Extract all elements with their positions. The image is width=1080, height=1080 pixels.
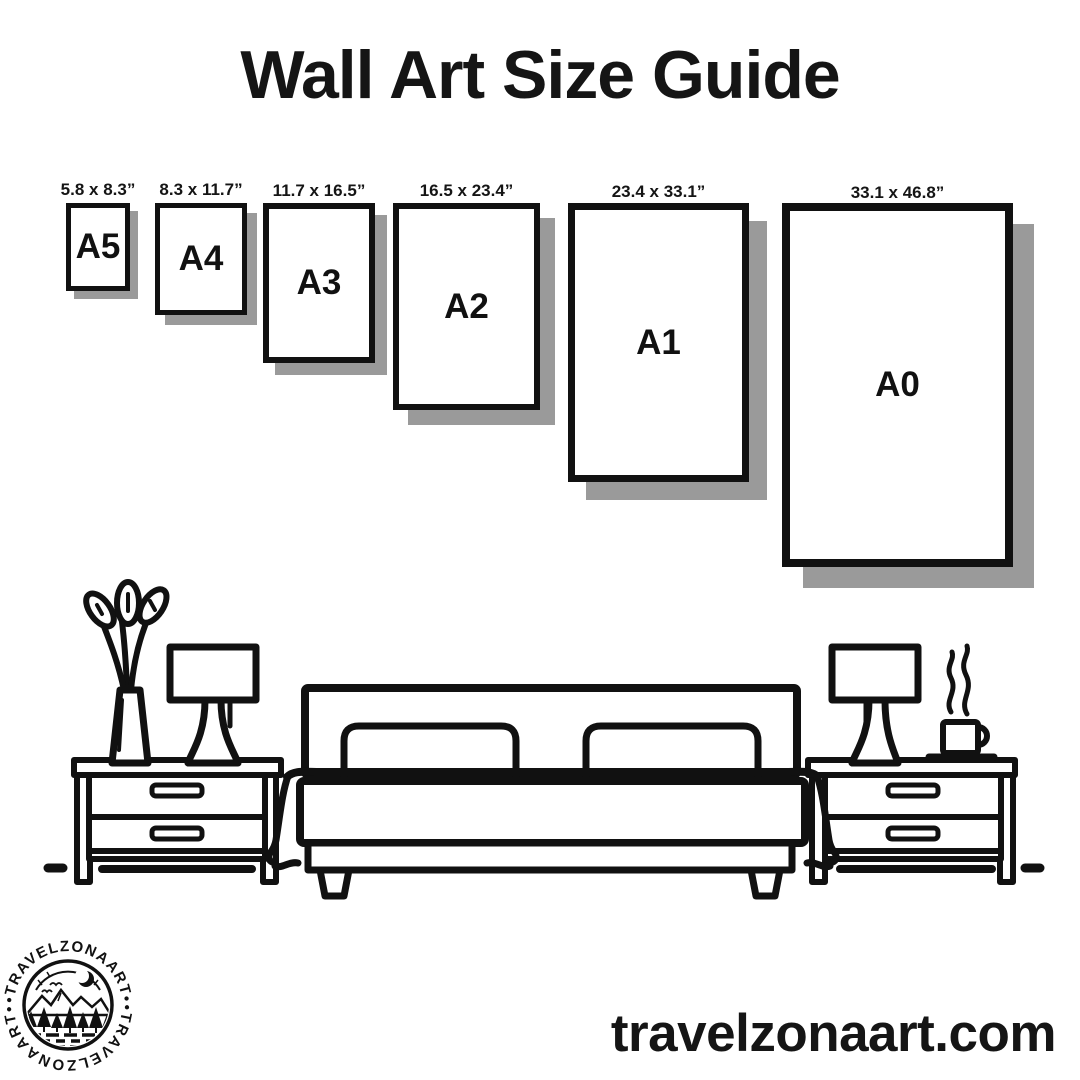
poster-a4-dimensions: 8.3 x 11.7” bbox=[159, 180, 243, 199]
lamp-left-icon bbox=[170, 647, 256, 763]
poster-a1-label: A1 bbox=[636, 322, 681, 362]
poster-a2-label: A2 bbox=[444, 286, 489, 326]
poster-a0-dimensions: 33.1 x 46.8” bbox=[850, 183, 945, 202]
nightstand-left-icon bbox=[74, 760, 281, 882]
vase-plant-icon bbox=[81, 582, 172, 763]
poster-a5-label: A5 bbox=[75, 227, 121, 266]
page-title: Wall Art Size Guide bbox=[240, 37, 840, 113]
nightstand-right-icon bbox=[808, 760, 1015, 882]
logo-text-bottom: •TRAVELZONAART• bbox=[0, 1004, 136, 1074]
bed-icon bbox=[269, 688, 836, 896]
poster-a2-dimensions: 16.5 x 23.4” bbox=[419, 181, 514, 200]
pillow-left-icon bbox=[344, 726, 516, 775]
poster-a1-dimensions: 23.4 x 33.1” bbox=[611, 182, 706, 201]
pillow-right-icon bbox=[586, 726, 758, 775]
website-url: travelzonaart.com bbox=[610, 1004, 1056, 1063]
poster-a5-dimensions: 5.8 x 8.3” bbox=[60, 180, 136, 199]
poster-a4-label: A4 bbox=[178, 239, 224, 278]
coffee-cup-icon bbox=[929, 646, 994, 757]
logo-text-top: •TRAVELZONAART• bbox=[0, 937, 136, 1004]
poster-a3-dimensions: 11.7 x 16.5” bbox=[272, 181, 366, 200]
lamp-right-icon bbox=[832, 647, 918, 763]
brand-logo-badge bbox=[0, 935, 138, 1075]
poster-a0-label: A0 bbox=[875, 365, 920, 404]
poster-a3-label: A3 bbox=[296, 263, 342, 302]
